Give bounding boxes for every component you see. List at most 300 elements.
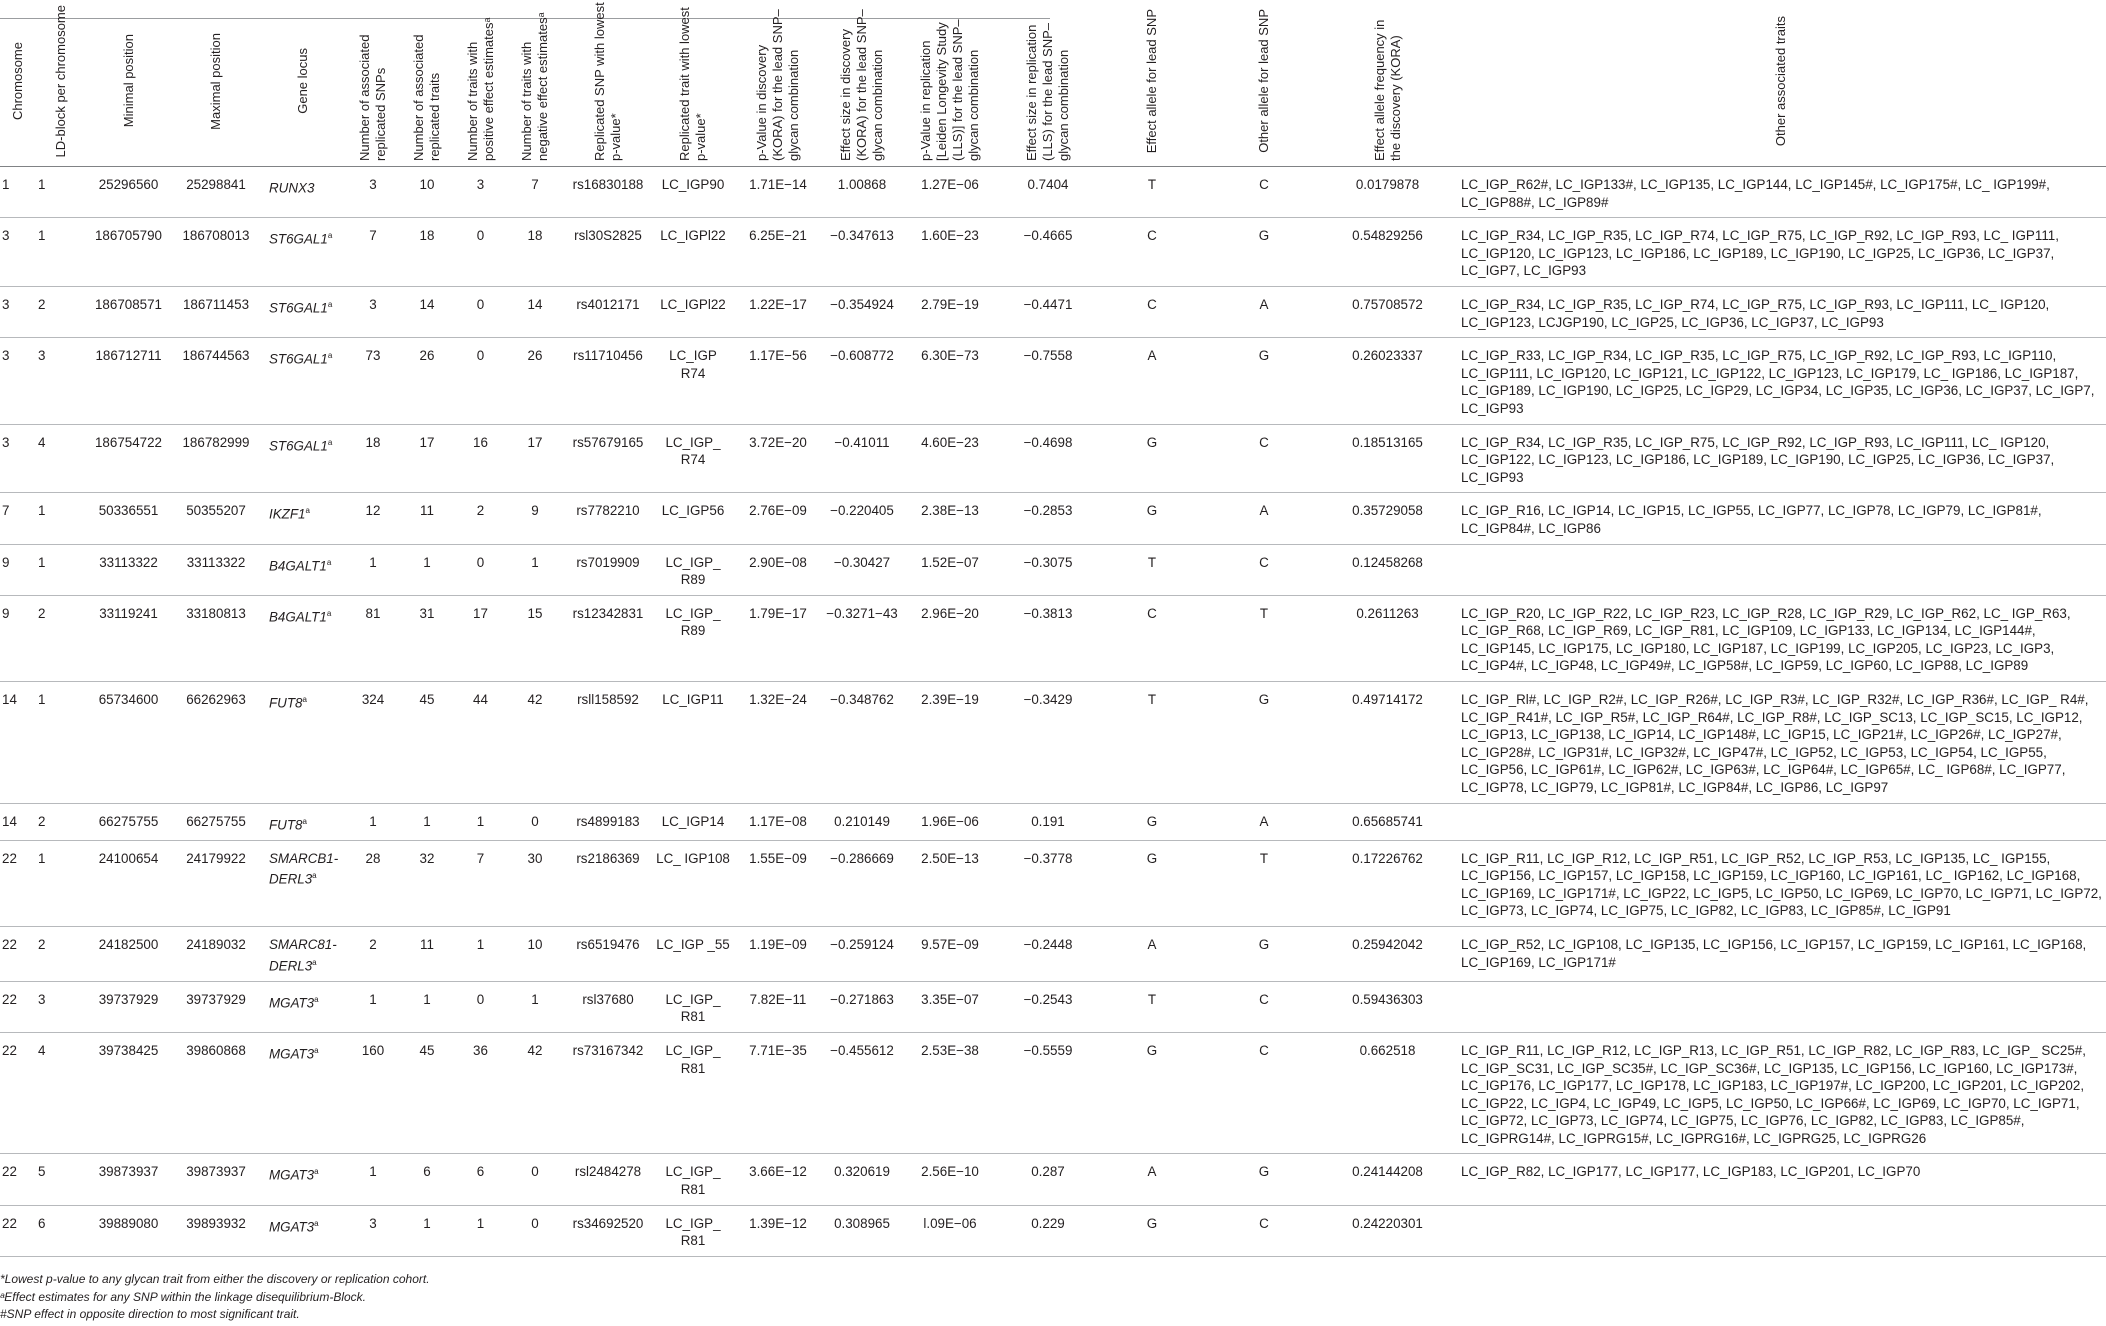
allele-frequency-cell: 0.24220301 xyxy=(1320,1205,1455,1256)
other-traits-cell: LC_IGP_R34, LC_IGP_R35, LC_IGP_R74, LC_IGP_R75, LC_IGP_R92, LC_IGP_R93, LC_ IGP111, LC_IGP120, LC_IGP123, LC_IGP186, LC_IGP189, LC_IGP190, LC_IGP25, LC_IGP36, LC_IGP37, LC_IGP7, LC_IGP93 xyxy=(1455,218,2106,287)
gene-name: MGAT3 xyxy=(269,1219,315,1235)
gene-footnote-marker: a xyxy=(314,1167,319,1177)
gene-name: ST6GAL1 xyxy=(269,351,328,367)
chromosome-cell: 7 xyxy=(0,493,36,544)
gene-name: ST6GAL1 xyxy=(269,438,328,453)
replicated-traits-cell: 31 xyxy=(401,595,453,681)
gene-name: IKZF1 xyxy=(269,506,306,522)
effect-allele-cell: G xyxy=(1096,803,1208,840)
replication-effect-cell: −0.4471 xyxy=(1000,286,1096,337)
gene-locus-cell xyxy=(261,167,345,218)
allele-frequency-cell: 0.12458268 xyxy=(1320,544,1455,595)
discovery-effect-cell: −0.3271−43 xyxy=(824,595,900,681)
gene-footnote-marker: a xyxy=(327,437,333,447)
min-position-cell: 24182500 xyxy=(86,927,171,982)
replication-p-value-cell: 2.50E−13 xyxy=(900,840,1000,926)
positive-effects-cell: 0 xyxy=(453,286,508,337)
column-header xyxy=(345,0,401,167)
negative-effects-cell: 18 xyxy=(508,218,562,287)
allele-frequency-cell: 0.49714172 xyxy=(1320,682,1455,804)
footnotes xyxy=(0,1271,430,1324)
other-traits-cell: LC_IGP_R16, LC_IGP14, LC_IGP15, LC_IGP55, LC_IGP77, LC_IGP78, LC_IGP79, LC_IGP81#, LC_IGP84#, LC_IGP86 xyxy=(1455,493,2106,544)
lead-snp-cell: rs12342831 xyxy=(562,595,654,681)
negative-effects-cell: 7 xyxy=(508,167,562,218)
other-allele-cell: A xyxy=(1208,803,1320,840)
ld-block-cell: 2 xyxy=(36,927,86,982)
column-header-label: Replicated trait with lowest p-value* xyxy=(677,7,708,161)
replication-p-value-cell: 1.27E−06 xyxy=(900,167,1000,218)
discovery-effect-cell: −0.30427 xyxy=(824,544,900,595)
header-row xyxy=(0,0,2106,167)
column-header xyxy=(36,0,86,167)
column-header xyxy=(86,0,171,167)
column-header-label: Number of traits with negative effect estimatesᵃ xyxy=(519,12,550,161)
chromosome-cell: 22 xyxy=(0,927,36,982)
lead-trait-cell: LC_IGP R74 xyxy=(654,338,732,424)
discovery-effect-cell: 0.308965 xyxy=(824,1205,900,1256)
replicated-snps-cell: 2 xyxy=(345,927,401,982)
max-position-cell: 186744563 xyxy=(171,338,261,424)
lead-trait-cell: LC_IGP _55 xyxy=(654,927,732,982)
gene-locus-cell xyxy=(261,286,345,337)
max-position-cell: 50355207 xyxy=(171,493,261,544)
positive-effects-cell: 7 xyxy=(453,840,508,926)
chromosome-cell: 3 xyxy=(0,218,36,287)
allele-frequency-cell: 0.24144208 xyxy=(1320,1154,1455,1205)
replication-effect-cell: −0.3429 xyxy=(1000,682,1096,804)
allele-frequency-cell: 0.25942042 xyxy=(1320,927,1455,982)
replication-effect-cell: −0.4698 xyxy=(1000,424,1096,493)
table-row xyxy=(0,493,2106,544)
lead-trait-cell: LC_IGP_ R89 xyxy=(654,544,732,595)
replication-effect-cell: 0.287 xyxy=(1000,1154,1096,1205)
max-position-cell: 25298841 xyxy=(171,167,261,218)
allele-frequency-cell: 0.662518 xyxy=(1320,1032,1455,1154)
min-position-cell: 25296560 xyxy=(86,167,171,218)
negative-effects-cell: 15 xyxy=(508,595,562,681)
max-position-cell: 66262963 xyxy=(171,682,261,804)
replication-effect-cell: −0.7558 xyxy=(1000,338,1096,424)
gene-locus-cell xyxy=(261,1032,345,1154)
discovery-p-value-cell: 1.71E−14 xyxy=(732,167,824,218)
other-traits-cell: LC_IGP_R33, LC_IGP_R34, LC_IGP_R35, LC_IGP_R75, LC_IGP_R92, LC_IGP_R93, LC_IGP110, LC_IGP111, LC_IGP120, LC_IGP121, LC_IGP122, LC_IGP123, LC_IGP179, LC_ IGP186, LC_IGP187, LC_IGP189, LC_IGP190, LC_IGP25, LC_IGP29, LC_IGP34, LC_IGP35, LC_IGP36, LC_IGP37, LC_IGP7, LC_IGP93 xyxy=(1455,338,2106,424)
gene-footnote-marker: a xyxy=(327,299,333,309)
replicated-snps-cell: 1 xyxy=(345,981,401,1032)
table-row xyxy=(0,286,2106,337)
replication-effect-cell: 0.191 xyxy=(1000,803,1096,840)
discovery-p-value-cell: 1.79E−17 xyxy=(732,595,824,681)
negative-effects-cell: 30 xyxy=(508,840,562,926)
table-row xyxy=(0,1205,2106,1256)
replication-effect-cell: 0.229 xyxy=(1000,1205,1096,1256)
other-allele-cell: A xyxy=(1208,286,1320,337)
column-header xyxy=(1096,0,1208,167)
discovery-effect-cell: −0.455612 xyxy=(824,1032,900,1154)
gene-footnote-marker: a xyxy=(326,608,332,618)
column-header xyxy=(1208,0,1320,167)
discovery-effect-cell: −0.348762 xyxy=(824,682,900,804)
column-header-label: Number of associated replicated traits xyxy=(411,34,442,161)
discovery-p-value-cell: 7.71E−35 xyxy=(732,1032,824,1154)
replicated-snps-cell: 73 xyxy=(345,338,401,424)
lead-snp-cell: rs4899183 xyxy=(562,803,654,840)
table-row xyxy=(0,682,2106,804)
negative-effects-cell: 10 xyxy=(508,927,562,982)
min-position-cell: 186754722 xyxy=(86,424,171,493)
gene-footnote-marker: a xyxy=(312,957,317,967)
allele-frequency-cell: 0.35729058 xyxy=(1320,493,1455,544)
other-allele-cell: C xyxy=(1208,1205,1320,1256)
replication-p-value-cell: 3.35E−07 xyxy=(900,981,1000,1032)
gene-name: ST6GAL1 xyxy=(269,231,328,247)
replicated-snps-cell: 3 xyxy=(345,167,401,218)
discovery-p-value-cell: 1.55E−09 xyxy=(732,840,824,926)
table-row xyxy=(0,1032,2106,1154)
negative-effects-cell: 1 xyxy=(508,544,562,595)
column-header-label: p-Value in replication [Leiden Longevity Study (LLS)] for the lead SNP–glycan combination xyxy=(918,19,981,161)
column-header xyxy=(453,0,508,167)
table-row xyxy=(0,595,2106,681)
replication-p-value-cell: 2.79E−19 xyxy=(900,286,1000,337)
ld-block-cell: 6 xyxy=(36,1205,86,1256)
min-position-cell: 39889080 xyxy=(86,1205,171,1256)
replicated-traits-cell: 1 xyxy=(401,803,453,840)
effect-allele-cell: T xyxy=(1096,544,1208,595)
lead-trait-cell: LC_ IGP108 xyxy=(654,840,732,926)
gene-footnote-marker: a xyxy=(327,351,333,361)
discovery-p-value-cell: 1.17E−08 xyxy=(732,803,824,840)
discovery-p-value-cell: 1.22E−17 xyxy=(732,286,824,337)
lead-snp-cell: rs73167342 xyxy=(562,1032,654,1154)
lead-trait-cell: LC_IGP56 xyxy=(654,493,732,544)
min-position-cell: 24100654 xyxy=(86,840,171,926)
negative-effects-cell: 0 xyxy=(508,1205,562,1256)
gene-name: RUNX3 xyxy=(269,180,315,196)
replicated-traits-cell: 1 xyxy=(401,544,453,595)
ld-block-cell: 2 xyxy=(36,286,86,337)
ld-block-cell: 4 xyxy=(36,424,86,493)
replicated-snps-cell: 160 xyxy=(345,1032,401,1154)
discovery-p-value-cell: 2.76E−09 xyxy=(732,493,824,544)
max-position-cell: 39860868 xyxy=(171,1032,261,1154)
max-position-cell: 186782999 xyxy=(171,424,261,493)
chromosome-cell: 22 xyxy=(0,1154,36,1205)
other-allele-cell: T xyxy=(1208,595,1320,681)
negative-effects-cell: 9 xyxy=(508,493,562,544)
gene-locus-cell xyxy=(261,840,345,926)
replicated-snps-cell: 18 xyxy=(345,424,401,493)
chromosome-cell: 22 xyxy=(0,840,36,926)
column-header xyxy=(900,0,1000,167)
discovery-p-value-cell: 1.32E−24 xyxy=(732,682,824,804)
ld-block-cell: 4 xyxy=(36,1032,86,1154)
positive-effects-cell: 0 xyxy=(453,981,508,1032)
replicated-traits-cell: 26 xyxy=(401,338,453,424)
replication-p-value-cell: 1.96E−06 xyxy=(900,803,1000,840)
column-header xyxy=(654,0,732,167)
replication-effect-cell: −0.4665 xyxy=(1000,218,1096,287)
gene-locus-cell xyxy=(261,338,345,424)
discovery-effect-cell: −0.286669 xyxy=(824,840,900,926)
gene-footnote-marker: a xyxy=(302,695,307,705)
chromosome-cell: 3 xyxy=(0,286,36,337)
replicated-snps-cell: 1 xyxy=(345,544,401,595)
column-header-label: Maximal position xyxy=(208,32,223,130)
table-row xyxy=(0,840,2106,926)
lead-trait-cell: LC_IGP_ R81 xyxy=(654,1032,732,1154)
chromosome-cell: 3 xyxy=(0,338,36,424)
gene-name: MGAT3 xyxy=(269,995,315,1011)
footnote-lowest-p: *Lowest p-value to any glycan trait from either the discovery or replication cohort. xyxy=(0,1272,430,1286)
gene-footnote-marker: a xyxy=(314,994,319,1004)
gene-locus-cell xyxy=(261,927,345,982)
table-row xyxy=(0,218,2106,287)
replicated-snps-cell: 81 xyxy=(345,595,401,681)
replicated-traits-cell: 18 xyxy=(401,218,453,287)
min-position-cell: 39873937 xyxy=(86,1154,171,1205)
table-row xyxy=(0,1154,2106,1205)
gene-footnote-marker: a xyxy=(314,1218,319,1228)
ld-block-cell: 2 xyxy=(36,803,86,840)
positive-effects-cell: 36 xyxy=(453,1032,508,1154)
effect-allele-cell: C xyxy=(1096,595,1208,681)
replication-effect-cell: −0.2543 xyxy=(1000,981,1096,1032)
table-row xyxy=(0,167,2106,218)
chromosome-cell: 22 xyxy=(0,981,36,1032)
lead-snp-cell: rsl30S2825 xyxy=(562,218,654,287)
max-position-cell: 186711453 xyxy=(171,286,261,337)
replication-effect-cell: −0.2853 xyxy=(1000,493,1096,544)
replicated-snps-cell: 1 xyxy=(345,803,401,840)
replication-p-value-cell: 1.52E−07 xyxy=(900,544,1000,595)
effect-allele-cell: C xyxy=(1096,286,1208,337)
gene-locus-cell xyxy=(261,218,345,287)
other-allele-cell: G xyxy=(1208,927,1320,982)
lead-snp-cell: rs16830188 xyxy=(562,167,654,218)
chromosome-cell: 9 xyxy=(0,544,36,595)
replication-p-value-cell: 2.96E−20 xyxy=(900,595,1000,681)
other-allele-cell: C xyxy=(1208,544,1320,595)
ld-block-cell: 5 xyxy=(36,1154,86,1205)
positive-effects-cell: 2 xyxy=(453,493,508,544)
table-row xyxy=(0,927,2106,982)
min-position-cell: 186705790 xyxy=(86,218,171,287)
gene-name: B4GALT1 xyxy=(269,609,327,625)
ld-block-cell: 3 xyxy=(36,981,86,1032)
min-position-cell: 186712711 xyxy=(86,338,171,424)
footnote-effect-estimates: ᵃEffect estimates for any SNP within the linkage disequilibrium-Block. xyxy=(0,1289,367,1304)
discovery-effect-cell: −0.347613 xyxy=(824,218,900,287)
other-allele-cell: G xyxy=(1208,218,1320,287)
max-position-cell: 24179922 xyxy=(171,840,261,926)
gene-name: SMARCB1- DERL3 xyxy=(269,850,339,887)
max-position-cell: 24189032 xyxy=(171,927,261,982)
replicated-traits-cell: 32 xyxy=(401,840,453,926)
max-position-cell: 33113322 xyxy=(171,544,261,595)
allele-frequency-cell: 0.18513165 xyxy=(1320,424,1455,493)
other-allele-cell: G xyxy=(1208,1154,1320,1205)
lead-snp-cell: rs4012171 xyxy=(562,286,654,337)
lead-snp-cell: rs6519476 xyxy=(562,927,654,982)
negative-effects-cell: 0 xyxy=(508,803,562,840)
ld-block-cell: 1 xyxy=(36,493,86,544)
replicated-traits-cell: 17 xyxy=(401,424,453,493)
positive-effects-cell: 0 xyxy=(453,218,508,287)
gene-locus-cell xyxy=(261,424,345,493)
lead-trait-cell: LC_IGP_ R81 xyxy=(654,1205,732,1256)
ld-block-cell: 1 xyxy=(36,218,86,287)
column-header xyxy=(562,0,654,167)
replicated-snps-cell: 324 xyxy=(345,682,401,804)
max-position-cell: 66275755 xyxy=(171,803,261,840)
lead-snp-cell: rs11710456 xyxy=(562,338,654,424)
max-position-cell: 39893932 xyxy=(171,1205,261,1256)
lead-snp-cell: rs2186369 xyxy=(562,840,654,926)
gene-name: MGAT3 xyxy=(269,1046,315,1062)
other-traits-cell: LC_IGP_R11, LC_IGP_R12, LC_IGP_R51, LC_IGP_R52, LC_IGP_R53, LC_IGP135, LC_ IGP155, LC_IGP156, LC_IGP157, LC_IGP158, LC_IGP159, LC_IGP160, LC_IGP161, LC_ IGP162, LC_IGP168, LC_IGP169, LC_IGP171#, LC_IGP22, LC_IGP5, LC_IGP50, LC_IGP69, LC_IGP70, LC_IGP71, LC_IGP72, LC_IGP73, LC_IGP74, LC_IGP75, LC_IGP82, LC_IGP83, LC_IGP85#, LC_IGP91 xyxy=(1455,840,2106,926)
footnote-opposite-direction: #SNP effect in opposite direction to most significant trait. xyxy=(0,1307,300,1321)
replication-effect-cell: −0.3075 xyxy=(1000,544,1096,595)
ld-block-cell: 2 xyxy=(36,595,86,681)
replication-p-value-cell: 9.57E−09 xyxy=(900,927,1000,982)
column-header-label: Effect allele frequency in the discovery (KORA) xyxy=(1371,19,1403,161)
lead-trait-cell: LC_IGP_ R81 xyxy=(654,981,732,1032)
discovery-effect-cell: −0.41011 xyxy=(824,424,900,493)
effect-allele-cell: T xyxy=(1096,167,1208,218)
lead-trait-cell: LC_IGP_ R89 xyxy=(654,595,732,681)
replication-p-value-cell: 6.30E−73 xyxy=(900,338,1000,424)
effect-allele-cell: A xyxy=(1096,338,1208,424)
chromosome-cell: 3 xyxy=(0,424,36,493)
effect-allele-cell: G xyxy=(1096,424,1208,493)
allele-frequency-cell: 0.17226762 xyxy=(1320,840,1455,926)
negative-effects-cell: 42 xyxy=(508,1032,562,1154)
table-body xyxy=(0,167,2106,1257)
replicated-traits-cell: 1 xyxy=(401,981,453,1032)
replicated-snps-cell: 28 xyxy=(345,840,401,926)
ld-block-cell: 1 xyxy=(36,682,86,804)
negative-effects-cell: 0 xyxy=(508,1154,562,1205)
replicated-snps-cell: 3 xyxy=(345,286,401,337)
gene-locus-cell xyxy=(261,595,345,681)
other-traits-cell xyxy=(1455,803,2106,840)
effect-allele-cell: G xyxy=(1096,493,1208,544)
max-position-cell: 186708013 xyxy=(171,218,261,287)
other-allele-cell: T xyxy=(1208,840,1320,926)
discovery-effect-cell: −0.271863 xyxy=(824,981,900,1032)
negative-effects-cell: 17 xyxy=(508,424,562,493)
gene-footnote-marker: a xyxy=(305,506,310,516)
other-allele-cell: G xyxy=(1208,682,1320,804)
column-header xyxy=(261,0,345,167)
discovery-p-value-cell: 1.17E−56 xyxy=(732,338,824,424)
effect-allele-cell: A xyxy=(1096,1154,1208,1205)
column-header xyxy=(732,0,824,167)
discovery-effect-cell: −0.220405 xyxy=(824,493,900,544)
column-header-label: Number of associated replicated SNPs xyxy=(357,34,388,161)
allele-frequency-cell: 0.54829256 xyxy=(1320,218,1455,287)
min-position-cell: 66275755 xyxy=(86,803,171,840)
column-header-label: LD-block per chromosome xyxy=(53,4,68,158)
discovery-p-value-cell: 1.39E−12 xyxy=(732,1205,824,1256)
replicated-snps-cell: 3 xyxy=(345,1205,401,1256)
allele-frequency-cell: 0.75708572 xyxy=(1320,286,1455,337)
lead-trait-cell: LC_IGP_ R81 xyxy=(654,1154,732,1205)
discovery-p-value-cell: 2.90E−08 xyxy=(732,544,824,595)
column-header-label: Other allele for lead SNP xyxy=(1256,9,1271,153)
positive-effects-cell: 0 xyxy=(453,544,508,595)
negative-effects-cell: 14 xyxy=(508,286,562,337)
discovery-p-value-cell: 6.25E−21 xyxy=(732,218,824,287)
column-header-label: Minimal position xyxy=(120,34,136,128)
column-header xyxy=(171,0,261,167)
negative-effects-cell: 42 xyxy=(508,682,562,804)
positive-effects-cell: 1 xyxy=(453,803,508,840)
lead-snp-cell: rsl2484278 xyxy=(562,1154,654,1205)
lead-snp-cell: rsll158592 xyxy=(562,682,654,804)
gene-locus-cell xyxy=(261,981,345,1032)
chromosome-cell: 1 xyxy=(0,167,36,218)
column-header xyxy=(824,0,900,167)
replication-p-value-cell: 2.56E−10 xyxy=(900,1154,1000,1205)
gene-name: FUT8 xyxy=(269,695,303,711)
allele-frequency-cell: 0.65685741 xyxy=(1320,803,1455,840)
lead-snp-cell: rs7019909 xyxy=(562,544,654,595)
column-header xyxy=(1455,0,2106,167)
other-traits-cell xyxy=(1455,544,2106,595)
other-traits-cell: LC_IGP_R20, LC_IGP_R22, LC_IGP_R23, LC_IGP_R28, LC_IGP_R29, LC_IGP_R62, LC_ IGP_R63, LC_IGP_R68, LC_IGP_R69, LC_IGP_R81, LC_IGP109, LC_IGP133, LC_IGP134, LC_IGP144#, LC_IGP145, LC_IGP175, LC_IGP180, LC_IGP187, LC_IGP199, LC_IGP205, LC_IGP23, LC_IGP3, LC_IGP4#, LC_IGP48, LC_IGP49#, LC_IGP58#, LC_IGP59, LC_IGP60, LC_IGP88, LC_IGP89 xyxy=(1455,595,2106,681)
replication-effect-cell: 0.7404 xyxy=(1000,167,1096,218)
table-row xyxy=(0,424,2106,493)
negative-effects-cell: 26 xyxy=(508,338,562,424)
discovery-effect-cell: −0.608772 xyxy=(824,338,900,424)
max-position-cell: 39737929 xyxy=(171,981,261,1032)
replication-p-value-cell: 2.39E−19 xyxy=(900,682,1000,804)
effect-allele-cell: T xyxy=(1096,682,1208,804)
lead-snp-cell: rs57679165 xyxy=(562,424,654,493)
other-allele-cell: C xyxy=(1208,424,1320,493)
gene-footnote-marker: a xyxy=(327,231,333,241)
ld-block-cell: 1 xyxy=(36,544,86,595)
column-header-label: Replicated SNP with lowest p-value* xyxy=(592,2,623,161)
column-header-label: Other associated traits xyxy=(1772,15,1788,147)
discovery-effect-cell: 0.320619 xyxy=(824,1154,900,1205)
chromosome-cell: 9 xyxy=(0,595,36,681)
min-position-cell: 50336551 xyxy=(86,493,171,544)
column-header xyxy=(1320,0,1455,167)
gene-locus-cell xyxy=(261,803,345,840)
lead-trait-cell: LC_IGPl22 xyxy=(654,286,732,337)
column-header-label: p-Value in discovery (KORA) for the lead SNP–glycan combination xyxy=(754,9,801,161)
other-traits-cell: LC_IGP_R62#, LC_IGP133#, LC_IGP135, LC_IGP144, LC_IGP145#, LC_IGP175#, LC_ IGP199#, LC_IGP88#, LC_IGP89# xyxy=(1455,167,2106,218)
discovery-effect-cell: −0.259124 xyxy=(824,927,900,982)
replication-effect-cell: −0.2448 xyxy=(1000,927,1096,982)
other-allele-cell: C xyxy=(1208,1032,1320,1154)
lead-trait-cell: LC_IGP_ R74 xyxy=(654,424,732,493)
chromosome-cell: 14 xyxy=(0,682,36,804)
replicated-traits-cell: 10 xyxy=(401,167,453,218)
discovery-effect-cell: 1.00868 xyxy=(824,167,900,218)
replicated-traits-cell: 45 xyxy=(401,682,453,804)
replication-p-value-cell: 2.38E−13 xyxy=(900,493,1000,544)
replication-effect-cell: −0.3778 xyxy=(1000,840,1096,926)
min-position-cell: 33113322 xyxy=(86,544,171,595)
min-position-cell: 39737929 xyxy=(86,981,171,1032)
ld-block-cell: 1 xyxy=(36,840,86,926)
min-position-cell: 186708571 xyxy=(86,286,171,337)
lead-snp-cell: rsl37680 xyxy=(562,981,654,1032)
column-header-label: Effect allele for lead SNP xyxy=(1144,8,1159,154)
